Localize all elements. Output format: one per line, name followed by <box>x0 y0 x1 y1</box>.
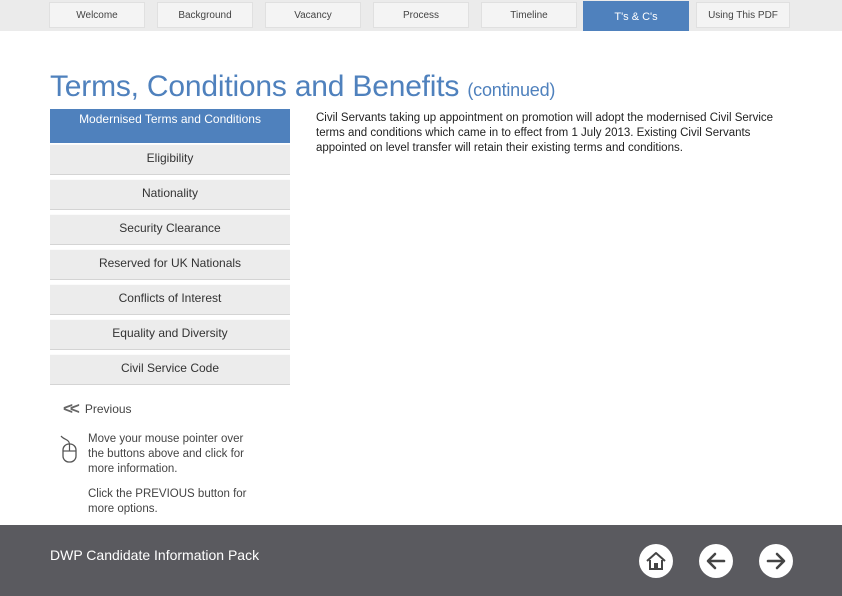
menu-item-equality-diversity[interactable]: Equality and Diversity <box>50 319 290 350</box>
forward-button[interactable] <box>759 544 793 578</box>
mouse-icon <box>58 434 80 464</box>
double-chevron-left-icon: << <box>63 399 77 418</box>
menu-item-modernised-terms[interactable]: Modernised Terms and Conditions <box>50 109 290 143</box>
tab-welcome[interactable]: Welcome <box>49 2 145 28</box>
previous-button[interactable] <box>63 401 132 417</box>
back-button[interactable] <box>699 544 733 578</box>
tab-timeline[interactable]: Timeline <box>481 2 577 28</box>
home-icon <box>644 549 668 573</box>
page-title-suffix: (continued) <box>467 80 556 100</box>
menu-item-conflicts-of-interest[interactable]: Conflicts of Interest <box>50 284 290 315</box>
page-title-text: Terms, Conditions and Benefits <box>50 70 460 103</box>
content-body: Civil Servants taking up appointment on promotion will adopt the modernised Civil Service terms and conditions which came in to effect from 1 July 2013. Existing Civil Servants appointed on level transfer will retain their existing terms and conditions. <box>316 112 774 154</box>
menu-item-reserved-uk-nationals[interactable]: Reserved for UK Nationals <box>50 249 290 280</box>
page-title <box>50 70 555 104</box>
arrow-left-icon <box>704 549 728 573</box>
menu-item-eligibility[interactable]: Eligibility <box>50 144 290 175</box>
tab-background[interactable]: Background <box>157 2 253 28</box>
footer-title: DWP Candidate Information Pack <box>50 547 260 563</box>
hover-hint: Move your mouse pointer over the buttons above and click for more information. <box>88 433 244 475</box>
tab-vacancy[interactable]: Vacancy <box>265 2 361 28</box>
arrow-right-icon <box>764 549 788 573</box>
tab-process[interactable]: Process <box>373 2 469 28</box>
tab-using-this-pdf[interactable]: Using This PDF <box>696 2 790 28</box>
home-button[interactable] <box>639 544 673 578</box>
menu-item-civil-service-code[interactable]: Civil Service Code <box>50 354 290 385</box>
tab-ts-and-cs[interactable]: T's & C's <box>583 1 689 31</box>
menu-item-nationality[interactable]: Nationality <box>50 179 290 210</box>
top-navigation <box>0 0 842 31</box>
previous-label: Previous <box>84 402 132 416</box>
footer-bar <box>0 525 842 596</box>
previous-hint: Click the PREVIOUS button for more options. <box>88 488 247 515</box>
menu-item-security-clearance[interactable]: Security Clearance <box>50 214 290 245</box>
